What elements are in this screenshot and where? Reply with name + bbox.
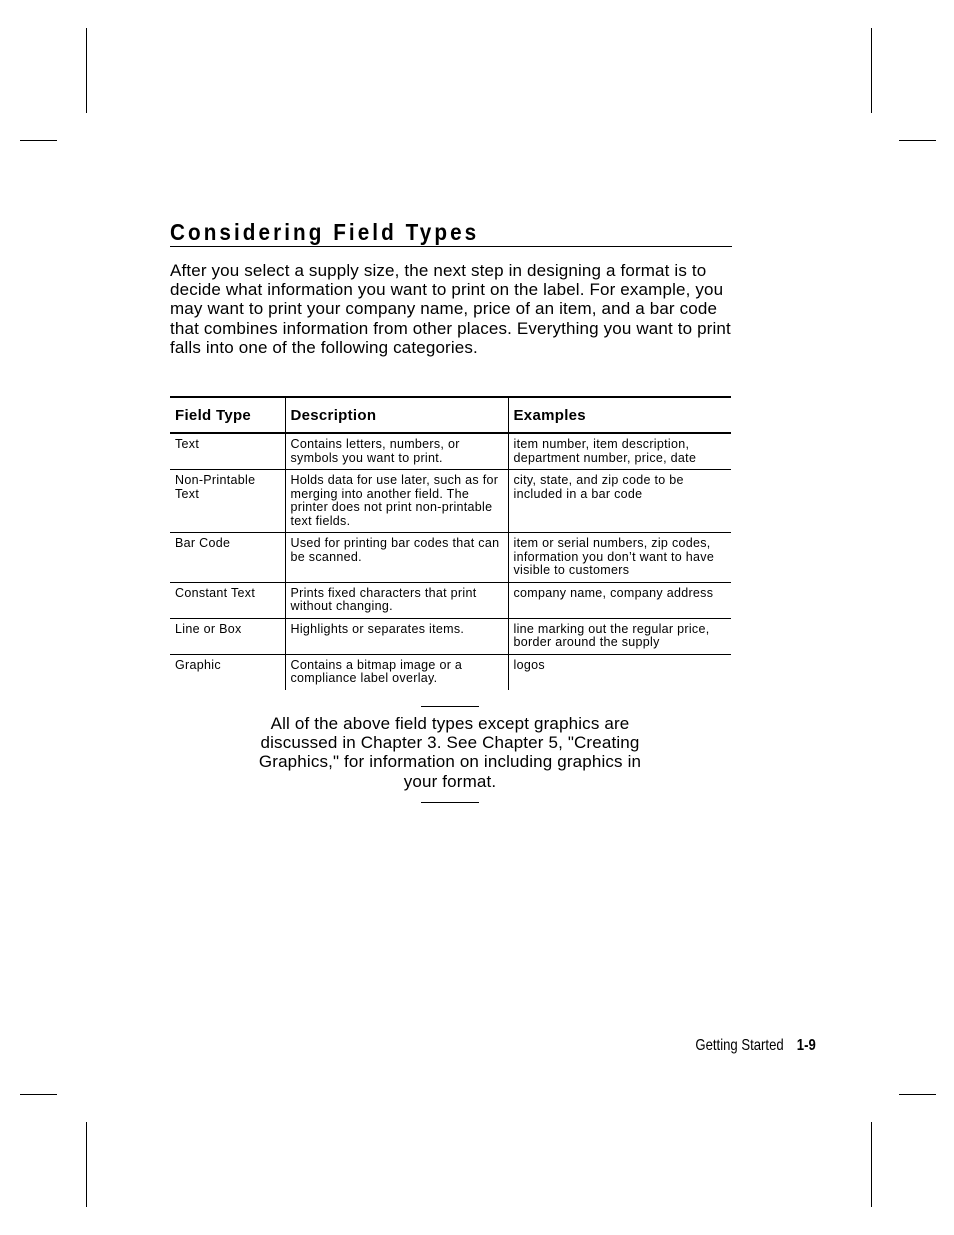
- crop-mark: [20, 140, 57, 141]
- field-type-cell: Bar Code: [170, 533, 285, 583]
- table-row: [170, 433, 731, 470]
- page-number: 1-9: [797, 1037, 816, 1054]
- page-footer: [696, 1037, 816, 1055]
- description-cell: Used for printing bar codes that can be scanned.: [285, 533, 508, 583]
- description-cell: Contains letters, numbers, or symbols you want to print.: [285, 433, 508, 470]
- table-row: [170, 654, 731, 690]
- note-rule-bottom: [421, 802, 479, 803]
- field-type-cell: Line or Box: [170, 618, 285, 654]
- crop-mark: [871, 1122, 872, 1207]
- field-type-cell: Constant Text: [170, 582, 285, 618]
- section-heading: Considering Field Types: [170, 219, 480, 245]
- table-row: [170, 470, 731, 533]
- crop-mark: [899, 140, 936, 141]
- field-type-cell: Text: [170, 433, 285, 470]
- table-header-row: [170, 397, 731, 433]
- intro-paragraph: After you select a supply size, the next step in designing a format is to decide what information you want to print on the label. For example, you may want to print your company name, price of an item, and a bar code that combines information from other places. Everything you want to print falls into one of the following categories.: [170, 261, 731, 357]
- description-cell: Highlights or separates items.: [285, 618, 508, 654]
- description-cell: Holds data for use later, such as for merging into another field. The printer does not print non-printable text fields.: [285, 470, 508, 533]
- crop-mark: [899, 1094, 936, 1095]
- field-types-table: [170, 396, 731, 690]
- column-header: Description: [285, 397, 508, 433]
- column-header: Examples: [508, 397, 731, 433]
- crop-mark: [86, 1122, 87, 1207]
- examples-cell: item or serial numbers, zip codes, information you don’t want to have visible to customers: [508, 533, 731, 583]
- footer-section: Getting Started: [695, 1037, 784, 1054]
- table-row: [170, 582, 731, 618]
- note-rule-top: [421, 706, 479, 707]
- note-text: All of the above field types except graphics are discussed in Chapter 3. See Chapter 5, "Creating Graphics," for information on including graphics in your format.: [258, 714, 642, 791]
- heading-rule: [170, 246, 732, 247]
- field-type-cell: Non-Printable Text: [170, 470, 285, 533]
- crop-mark: [86, 28, 87, 113]
- crop-mark: [871, 28, 872, 113]
- description-cell: Prints fixed characters that print without changing.: [285, 582, 508, 618]
- description-cell: Contains a bitmap image or a compliance label overlay.: [285, 654, 508, 690]
- examples-cell: logos: [508, 654, 731, 690]
- column-header: Field Type: [170, 397, 285, 433]
- examples-cell: item number, item description, department number, price, date: [508, 433, 731, 470]
- table-row: [170, 533, 731, 583]
- examples-cell: company name, company address: [508, 582, 731, 618]
- examples-cell: city, state, and zip code to be included in a bar code: [508, 470, 731, 533]
- crop-mark: [20, 1094, 57, 1095]
- field-type-cell: Graphic: [175, 657, 221, 672]
- table-row: [170, 618, 731, 654]
- examples-cell: line marking out the regular price, border around the supply: [508, 618, 731, 654]
